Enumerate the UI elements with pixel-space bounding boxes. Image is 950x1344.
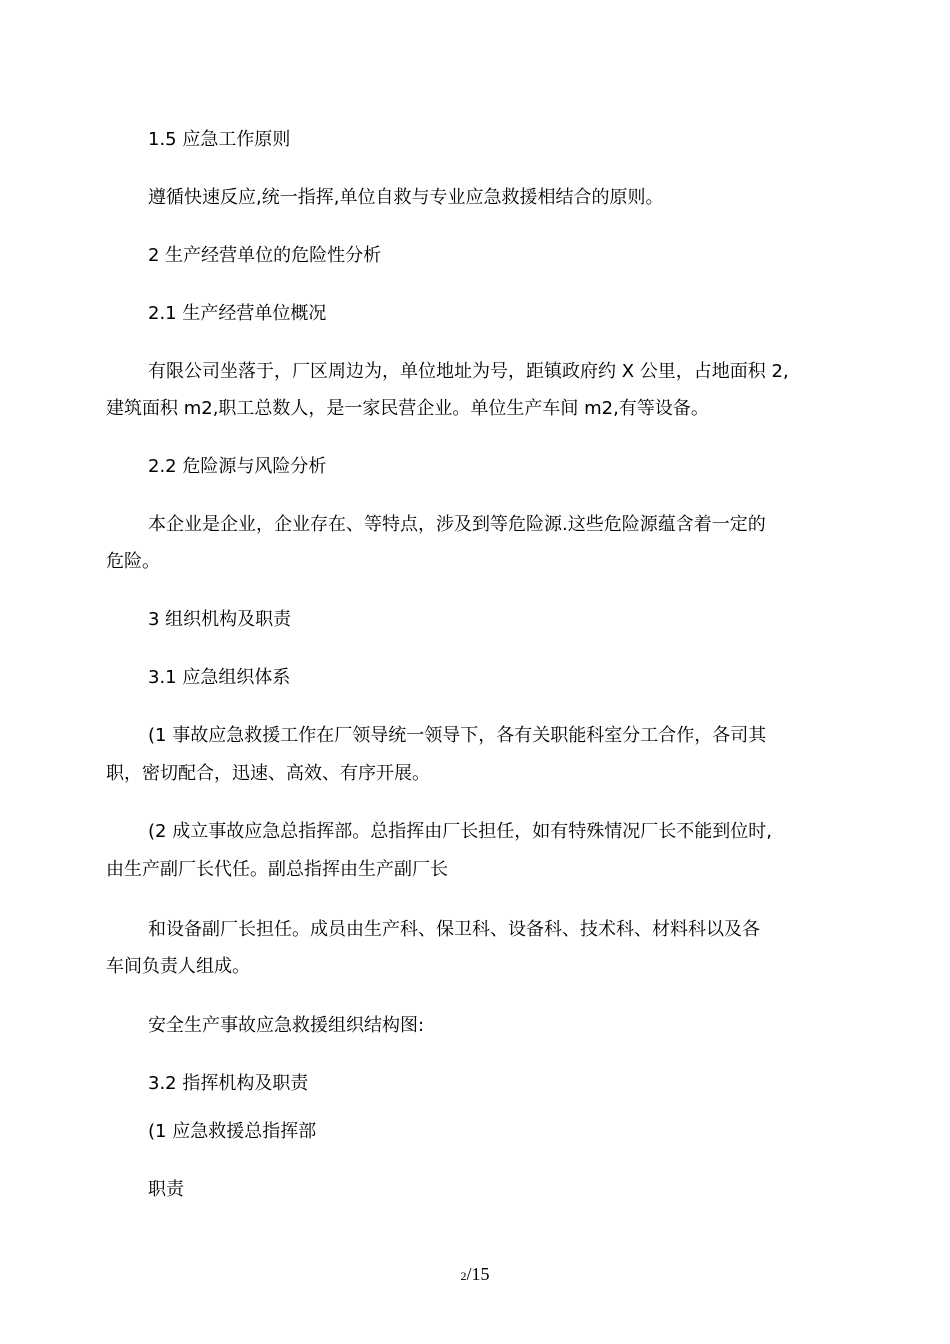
section-heading-2-1: 2.1 生产经营单位概况 [148, 303, 327, 324]
section-heading-2-2: 2.2 危险源与风险分析 [148, 456, 327, 477]
paragraph-line: 车间负责人组成。 [106, 956, 250, 977]
paragraph-line: 由生产副厂长代任。副总指挥由生产副厂长 [106, 859, 448, 880]
paragraph-line: 有限公司坐落于，厂区周边为，单位地址为号，距镇政府约 X 公里，占地面积 2, [148, 361, 789, 382]
paragraph-line: 遵循快速反应,统一指挥,单位自救与专业应急救援相结合的原则。 [148, 187, 664, 208]
figure-caption: 安全生产事故应急救援组织结构图: [148, 1015, 425, 1036]
page-number-total: /15 [466, 1264, 490, 1284]
section-heading-1-5: 1.5 应急工作原则 [148, 129, 291, 150]
page-number-current: 2 [460, 1269, 467, 1283]
paragraph-line: 职，密切配合，迅速、高效、有序开展。 [106, 763, 430, 784]
paragraph-line: (1 事故应急救援工作在厂领导统一领导下，各有关职能科室分工合作，各司其 [148, 725, 767, 746]
section-heading-2: 2 生产经营单位的危险性分析 [148, 245, 382, 266]
paragraph-line: 和设备副厂长担任。成员由生产科、保卫科、设备科、技术科、材料科以及各 [148, 919, 760, 940]
paragraph-line: 本企业是企业，企业存在、等特点，涉及到等危险源.这些危险源蕴含着一定的 [148, 514, 766, 535]
section-heading-3: 3 组织机构及职责 [148, 609, 292, 630]
subsection-heading: (1 应急救援总指挥部 [148, 1121, 317, 1142]
subsection-heading: 职责 [148, 1179, 184, 1200]
paragraph-line: 建筑面积 m2,职工总数人，是一家民营企业。单位生产车间 m2,有等设备。 [106, 398, 709, 419]
section-heading-3-2: 3.2 指挥机构及职责 [148, 1073, 309, 1094]
section-heading-3-1: 3.1 应急组织体系 [148, 667, 291, 688]
paragraph-line: (2 成立事故应急总指挥部。总指挥由厂长担任，如有特殊情况厂长不能到位时, [148, 821, 772, 842]
paragraph-line: 危险。 [106, 551, 160, 572]
page-number [0, 1263, 950, 1287]
